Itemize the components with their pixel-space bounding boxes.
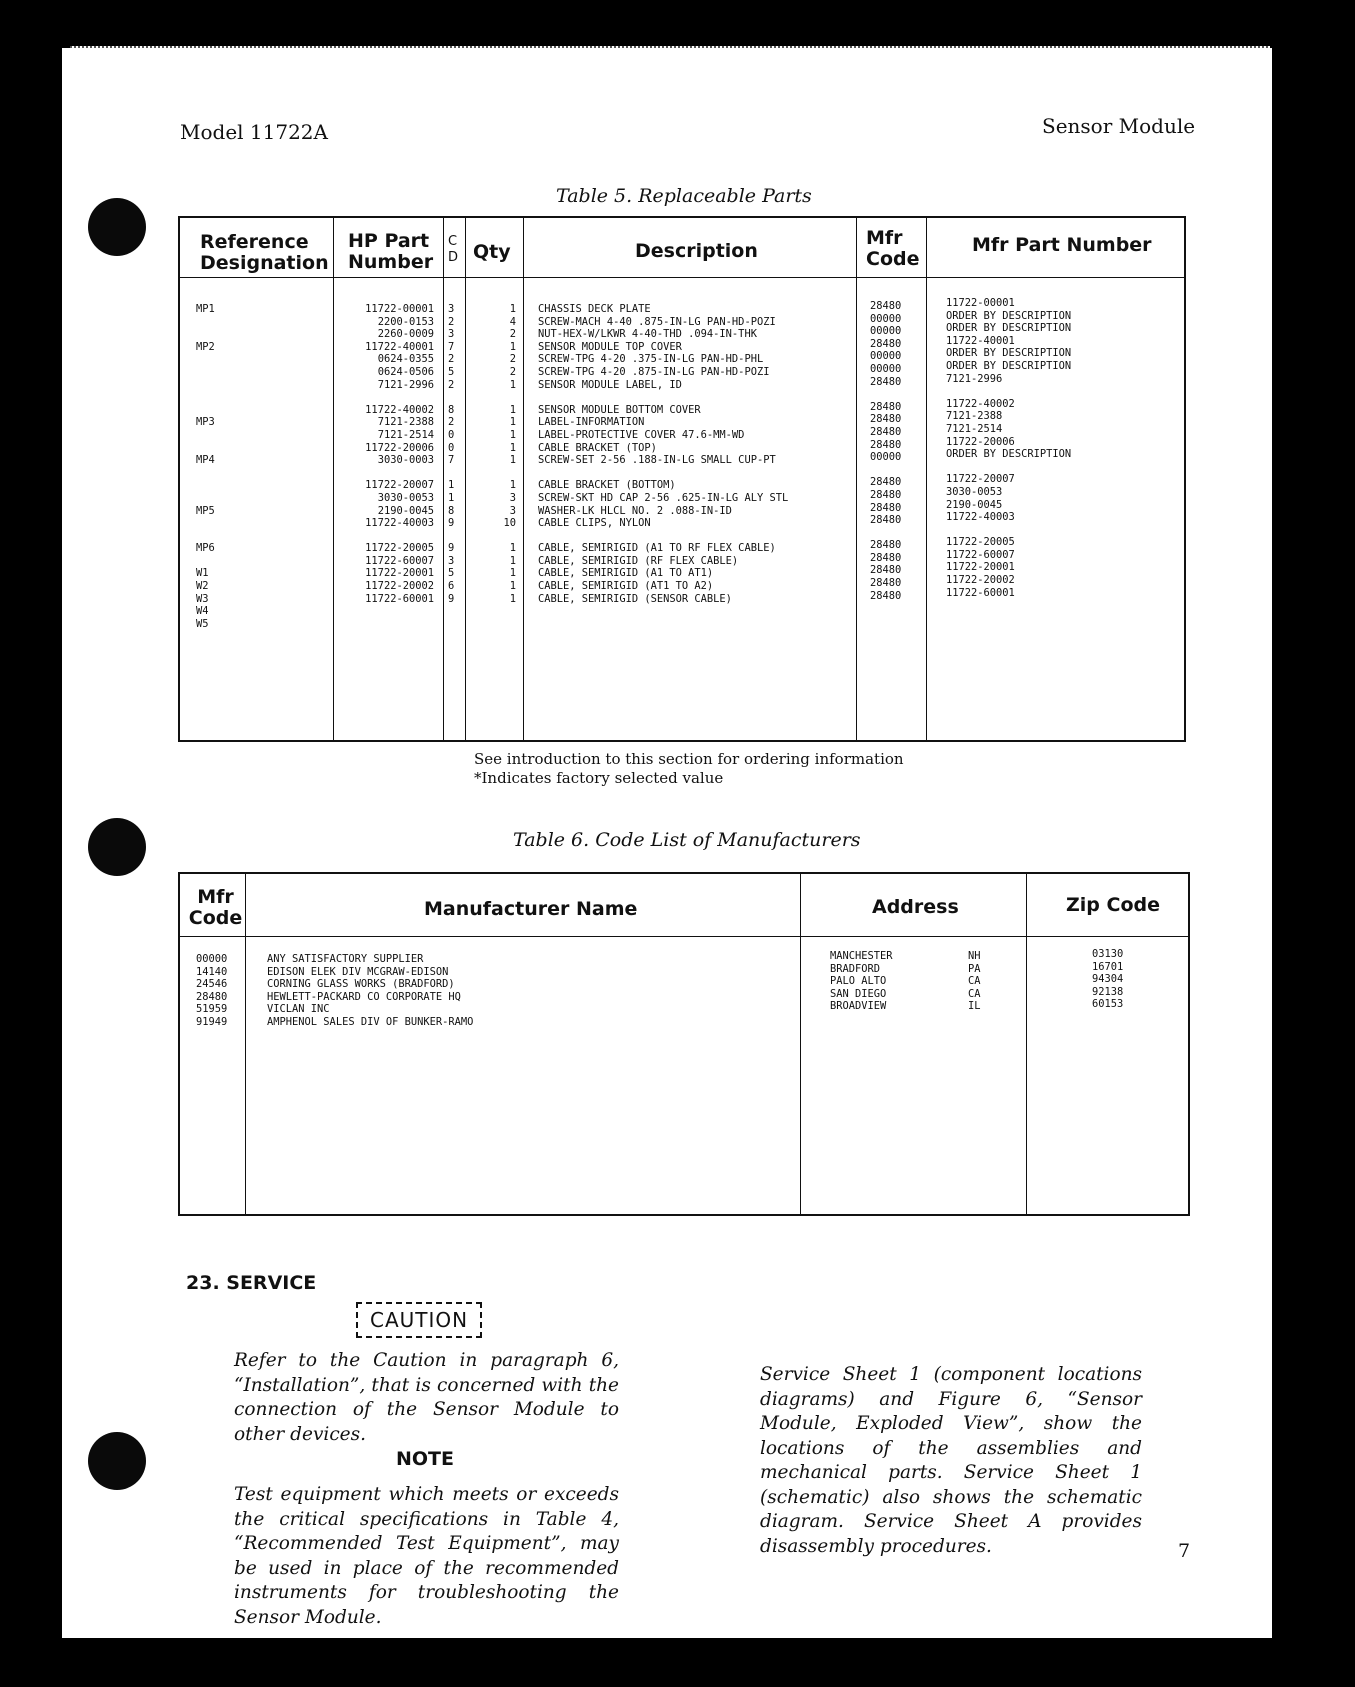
table5-note-factory: *Indicates factory selected value — [474, 769, 724, 787]
col-city: MANCHESTER BRADFORD PALO ALTO SAN DIEGO BROADVIEW — [830, 950, 893, 1013]
th-cd: C D — [448, 234, 459, 265]
col-zip: 03130 16701 94304 92138 60153 — [1092, 948, 1124, 1011]
service-paragraph: Service Sheet 1 (component locations diagrams) and Figure 6, “Sensor Module, Exploded View”, show the locations of the assemblies and mechanical parts. Service Sheet 1 (schematic) also shows the schematic diagram. Service Sheet A provides disassembly procedures. — [760, 1364, 1142, 1557]
col-mfr-part: 11722-00001 ORDER BY DESCRIPTION ORDER BY DESCRIPTION 11722-40001 ORDER BY DESCRIPTION ORDER BY DESCRIPTION 7121-2996 11722-40002 7121-2388 7121-2514 11722-20006 ORDER BY DESCRIPTION 11722-20007 3030-0053 2190-0045 11722-40003 11722-20005 11722-60007 11722-20001 11722-20002 11722-60001 — [946, 297, 1072, 599]
note-text: Test equipment which meets or exceeds the critical specifications in Table 4, “Recommended Test Equipment”, may be used in place of the recommended instruments for troubleshooting the Sensor Module. — [234, 1484, 619, 1628]
binder-hole — [88, 198, 146, 256]
table6 — [178, 872, 1190, 1216]
th-qty: Qty — [473, 241, 511, 263]
caution-text: Refer to the Caution in paragraph 6, “Installation”, that is concerned with the connection of the Sensor Module to other devices. — [234, 1350, 619, 1445]
table5 — [178, 216, 1186, 742]
th-address: Address — [872, 896, 959, 918]
th-manufacturer-name: Manufacturer Name — [424, 898, 638, 920]
page-number: 7 — [1178, 1540, 1191, 1562]
col-reference: MP1 MP2 MP3 MP4 MP5 MP6 W1 W2 W3 W4 W5 — [196, 303, 215, 630]
th-mfr-code: Mfr Code — [188, 886, 243, 929]
col-manufacturer-name: ANY SATISFACTORY SUPPLIER EDISON ELEK DIV MCGRAW-EDISON CORNING GLASS WORKS (BRADFORD) HEWLETT-PACKARD CO CORPORATE HQ VICLAN INC AMPHENOL SALES DIV OF BUNKER-RAMO — [267, 953, 474, 1028]
binder-hole — [88, 1432, 146, 1490]
col-description: CHASSIS DECK PLATE SCREW-MACH 4-40 .875-IN-LG PAN-HD-POZI NUT-HEX-W/LKWR 4-40-THD .094-IN-THK SENSOR MODULE TOP COVER SCREW-TPG 4-20 .375-IN-LG PAN-HD-PHL SCREW-TPG 4-20 .875-IN-LG PAN-HD-POZI SENSOR MODULE LABEL, ID SENSOR MODULE BOTTOM COVER LABEL-INFORMATION LABEL-PROTECTIVE COVER 47.6-MM-WD CABLE BRACKET (TOP) SCREW-SET 2-56 .188-IN-LG SMALL CUP-PT CABLE BRACKET (BOTTOM) SCREW-SKT HD CAP 2-56 .625-IN-LG ALY STL WASHER-LK HLCL NO. 2 .088-IN-ID CABLE CLIPS, NYLON CABLE, SEMIRIGID (A1 TO RF FLEX CABLE) CABLE, SEMIRIGID (RF FLEX CABLE) CABLE, SEMIRIGID (A1 TO AT1) CABLE, SEMIRIGID (AT1 TO A2) CABLE, SEMIRIGID (SENSOR CABLE) — [538, 303, 789, 605]
service-heading: 23. SERVICE — [186, 1272, 317, 1294]
binder-hole — [88, 818, 146, 876]
table5-note-ordering: See introduction to this section for ordering information — [474, 750, 904, 768]
th-zip-code: Zip Code — [1066, 894, 1160, 916]
table5-caption: Table 5. Replaceable Parts — [556, 185, 812, 207]
th-reference: Reference Designation — [200, 231, 329, 274]
col-hp-part: 11722-00001 2200-0153 2260-0009 11722-40001 0624-0355 0624-0506 7121-2996 11722-40002 7121-2388 7121-2514 11722-20006 3030-0003 11722-20007 3030-0053 2190-0045 11722-40003 11722-20005 11722-60007 11722-20001 11722-20002 11722-60001 — [365, 303, 434, 605]
caution-label: CAUTION — [356, 1302, 482, 1338]
note-label: NOTE — [396, 1448, 454, 1470]
th-mfr-part: Mfr Part Number — [972, 234, 1152, 256]
th-description: Description — [635, 240, 758, 262]
col-cd: 3 2 3 7 2 5 2 8 2 0 0 7 1 1 8 9 9 3 5 6 9 — [448, 303, 455, 605]
table6-caption: Table 6. Code List of Manufacturers — [513, 829, 861, 851]
col-mfr-code: 00000 14140 24546 28480 51959 91949 — [196, 953, 228, 1028]
col-state: NH PA CA CA IL — [968, 950, 981, 1013]
col-qty: 1 4 2 1 2 2 1 1 1 1 1 1 1 3 3 10 1 1 1 1 1 — [503, 303, 516, 605]
th-mfr-code: Mfr Code — [866, 227, 920, 270]
header-model: Model 11722A — [180, 120, 328, 144]
col-mfr-code: 28480 00000 00000 28480 00000 00000 28480 28480 28480 28480 28480 00000 28480 28480 28480 28480 28480 28480 28480 28480 28480 — [870, 300, 902, 602]
header-section: Sensor Module — [1042, 114, 1196, 138]
th-hp-part: HP Part Number — [348, 230, 434, 273]
